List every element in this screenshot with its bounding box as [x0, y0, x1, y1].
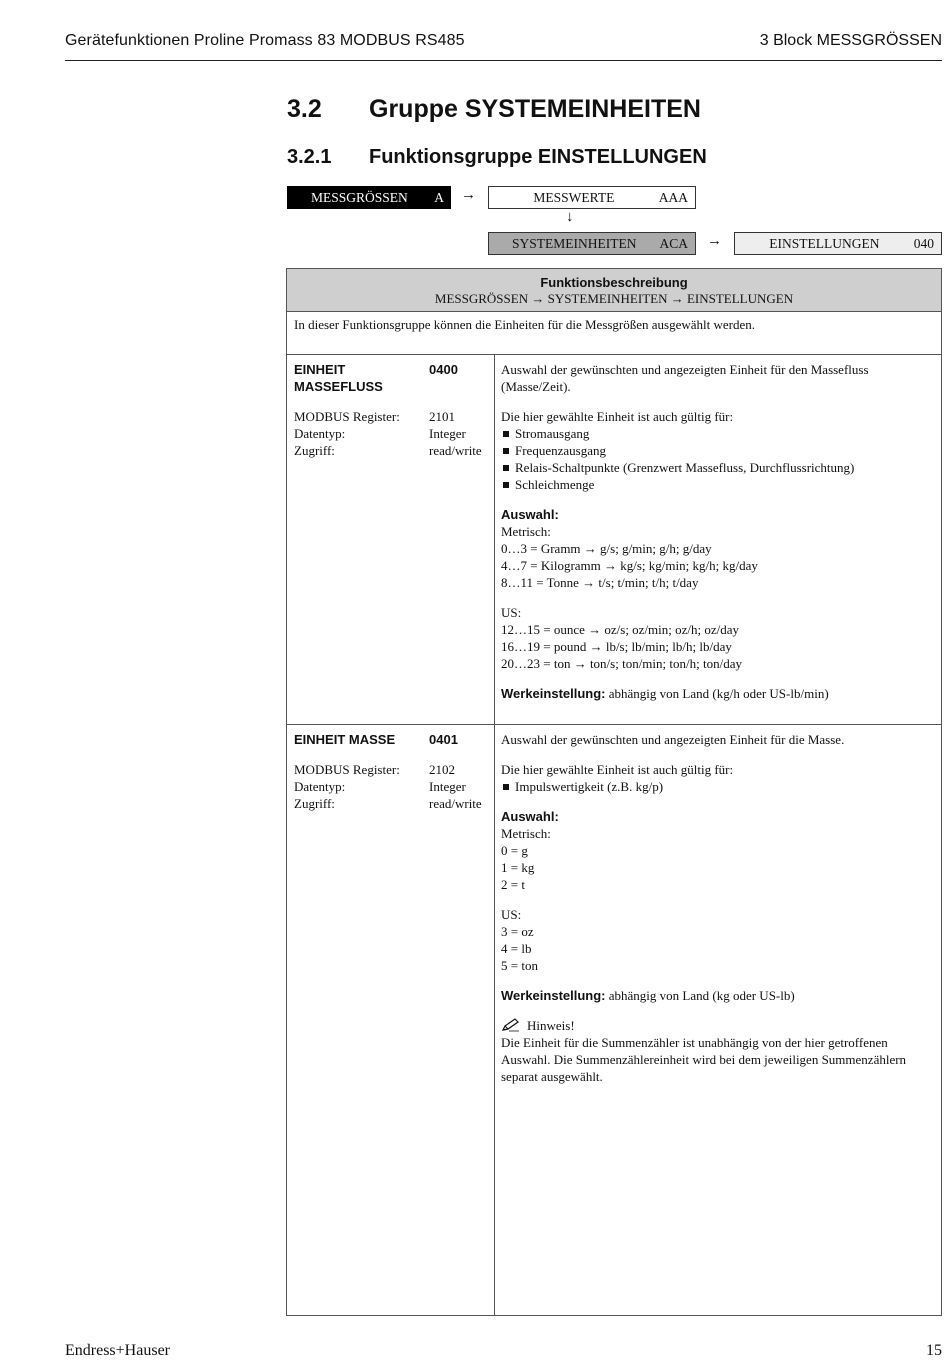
nav-func-code: 040 — [913, 235, 934, 251]
default-setting — [501, 685, 936, 702]
list-item: Frequenzausgang — [501, 442, 936, 459]
page-header-chapter: 3 Block MESSGRÖSSEN — [759, 32, 942, 49]
us-label: US: — [501, 907, 522, 922]
metric-label: Metrisch: — [501, 524, 551, 539]
valid-for-list — [501, 425, 936, 493]
arrow-right-icon: → — [707, 233, 722, 249]
option-line: 1 = kg — [501, 860, 535, 875]
option-line: 16…19 = pound → lb/s; lb/min; lb/h; lb/day — [501, 639, 732, 654]
meta-key: MODBUS Register: — [294, 762, 400, 777]
row-desc: Auswahl der gewünschten und angezeigten Einheit für den Massefluss (Masse/Zeit). — [501, 362, 869, 394]
meta-value: 2101 — [429, 409, 455, 424]
nav-group-messwerte-box — [488, 186, 696, 209]
option-line: 4 = lb — [501, 941, 532, 956]
default-value: abhängig von Land (kg oder US-lb) — [608, 988, 795, 1003]
option-line: 0…3 = Gramm → g/s; g/min; g/h; g/day — [501, 541, 712, 556]
option-line: 12…15 = ounce → oz/s; oz/min; oz/h; oz/day — [501, 622, 740, 637]
list-item: Stromausgang — [501, 425, 936, 442]
default-label: Werkeinstellung: — [501, 988, 606, 1003]
subsection-title: Funktionsgruppe EINSTELLUNGEN — [369, 146, 707, 168]
nav-group1-code: AAA — [658, 189, 688, 205]
row-desc: Auswahl der gewünschten und angezeigten Einheit für die Masse. — [501, 732, 845, 747]
meta-value: read/write — [429, 443, 482, 458]
us-label: US: — [501, 605, 522, 620]
meta-value: read/write — [429, 796, 482, 811]
default-value: abhängig von Land (kg/h oder US-lb/min) — [608, 686, 829, 701]
footer-company: Endress+Hauser — [65, 1342, 170, 1359]
function-number: 0400 — [429, 362, 458, 377]
option-line: 4…7 = Kilogramm → kg/s; kg/min; kg/h; kg/day — [501, 558, 758, 573]
auswahl-label: Auswahl: — [501, 507, 559, 522]
meta-key: MODBUS Register: — [294, 409, 400, 424]
option-line: 8…11 = Tonne → t/s; t/min; t/h; t/day — [501, 575, 699, 590]
option-line: 0 = g — [501, 843, 528, 858]
valid-for-label: Die hier gewählte Einheit ist auch gültig für: — [501, 762, 734, 777]
option-line: 3 = oz — [501, 924, 534, 939]
meta-key: Datentyp: — [294, 426, 346, 441]
subsection-number: 3.2.1 — [287, 146, 332, 168]
subsection-heading — [287, 146, 707, 169]
function-name: EINHEIT MASSEFLUSS — [294, 362, 383, 394]
note-heading — [501, 1017, 936, 1034]
function-description-title: Funktionsbeschreibung — [540, 275, 688, 290]
function-name: EINHEIT MASSE — [294, 732, 396, 747]
arrow-right-icon: → — [461, 187, 476, 203]
function-number: 0401 — [429, 732, 458, 747]
default-label: Werkeinstellung: — [501, 686, 606, 701]
nav-group2-code: ACA — [659, 235, 688, 251]
nav-func-box — [734, 232, 942, 255]
nav-block-label: MESSGRÖSSEN — [311, 189, 408, 205]
list-item: Schleichmenge — [501, 476, 936, 493]
function-description-path: MESSGRÖSSEN → SYSTEMEINHEITEN → EINSTELLUNGEN — [434, 291, 794, 306]
row-divider — [287, 724, 941, 725]
meta-value: 2102 — [429, 762, 455, 777]
row-0401-description — [501, 731, 936, 1085]
nav-block-code: A — [434, 189, 444, 205]
nav-block-box — [287, 186, 451, 209]
row-0400-description — [501, 361, 936, 702]
note-title: Hinweis! — [527, 1018, 575, 1033]
list-item: Impulswertigkeit (z.B. kg/p) — [501, 778, 936, 795]
nav-func-label: EINSTELLUNGEN — [769, 235, 880, 251]
header-rule — [65, 60, 942, 61]
page-header-title: Gerätefunktionen Proline Promass 83 MODBUS RS485 — [65, 32, 465, 49]
section-number: 3.2 — [287, 95, 322, 123]
metric-label: Metrisch: — [501, 826, 551, 841]
section-heading — [287, 95, 701, 124]
meta-key: Zugriff: — [294, 796, 335, 811]
default-setting — [501, 987, 936, 1004]
function-intro: In dieser Funktionsgruppe können die Einheiten für die Messgrößen ausgewählt werden. — [286, 312, 942, 355]
meta-key: Zugriff: — [294, 443, 335, 458]
note-text: Die Einheit für die Summenzähler ist unabhängig von der hier getroffenen Auswahl. Die Summenzählereinheit wird bei dem jeweiligen Summenzählern separat ausgewählt. — [501, 1035, 907, 1084]
nav-group-systemeinheiten-box — [488, 232, 696, 255]
valid-for-label: Die hier gewählte Einheit ist auch gültig für: — [501, 409, 734, 424]
column-divider — [494, 355, 495, 1315]
nav-group1-label: MESSWERTE — [533, 189, 615, 205]
list-item: Relais-Schaltpunkte (Grenzwert Massefluss, Durchflussrichtung) — [501, 459, 936, 476]
arrow-down-icon: ↓ — [566, 209, 574, 225]
function-table — [286, 354, 942, 1316]
function-description-header — [286, 268, 942, 312]
meta-value: Integer — [429, 426, 466, 441]
option-line: 20…23 = ton → ton/s; ton/min; ton/h; ton/day — [501, 656, 742, 671]
page-number: 15 — [926, 1342, 942, 1359]
meta-value: Integer — [429, 779, 466, 794]
auswahl-label: Auswahl: — [501, 809, 559, 824]
pencil-icon — [501, 1018, 521, 1032]
option-line: 2 = t — [501, 877, 525, 892]
option-line: 5 = ton — [501, 958, 538, 973]
valid-for-list — [501, 778, 936, 795]
nav-group2-label: SYSTEMEINHEITEN — [511, 235, 637, 251]
section-title: Gruppe SYSTEMEINHEITEN — [369, 95, 701, 123]
meta-key: Datentyp: — [294, 779, 346, 794]
